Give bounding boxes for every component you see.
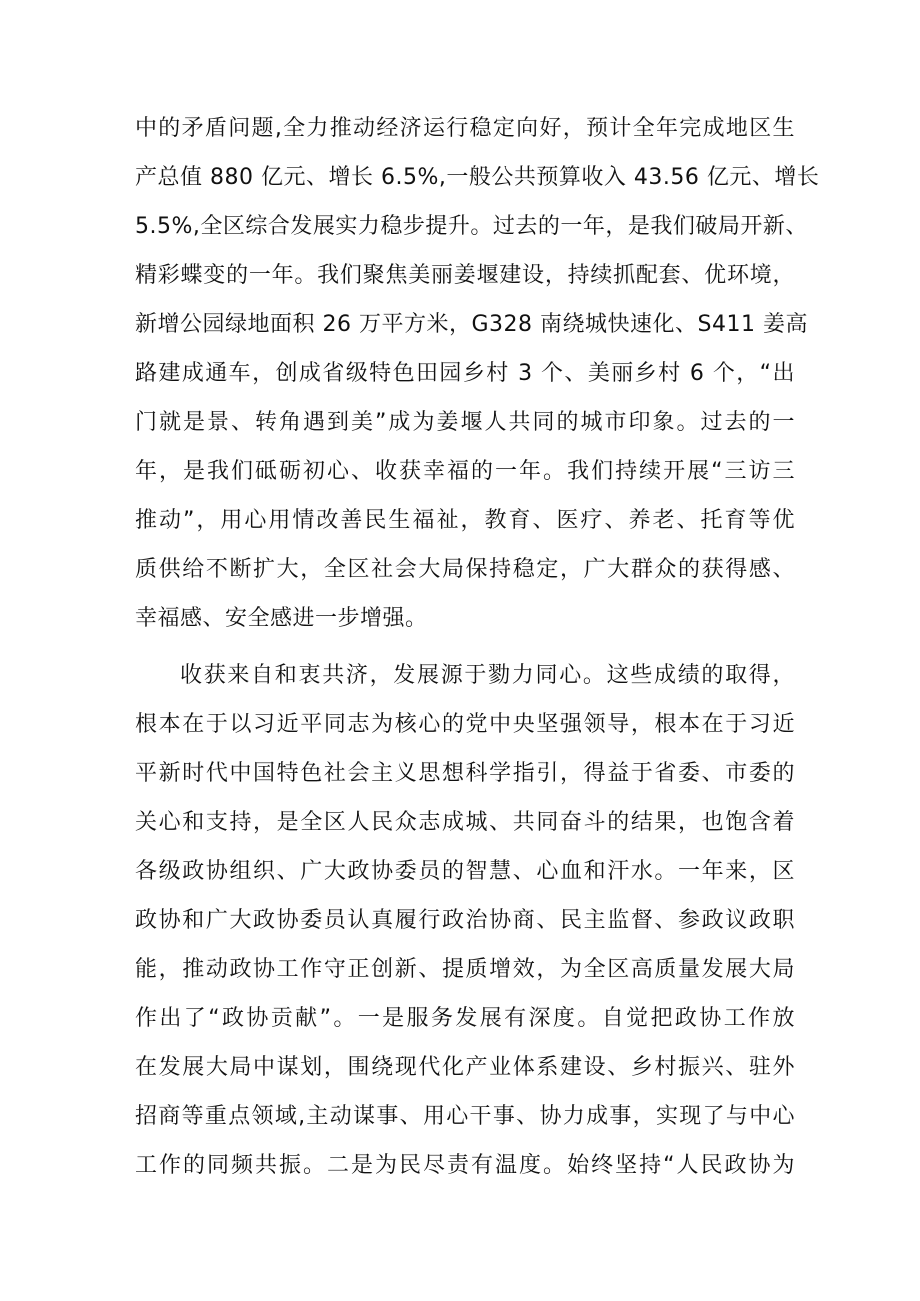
text-line: 各级政协组织、广大政协委员的智慧、心血和汗水。一年来，区 [135,859,795,884]
text-line: 根本在于以习近平同志为核心的党中央坚强领导，根本在于习近 [135,712,795,737]
text-line: 质供给不断扩大，全区社会大局保持稳定，广大群众的获得感、 [135,557,795,582]
text-line: 作出了“政协贡献”。一是服务发展有深度。自觉把政协工作放 [135,1006,795,1031]
text-line: 平新时代中国特色社会主义思想科学指引，得益于省委、市委的 [135,761,795,786]
text-line: 精彩蝶变的一年。我们聚焦美丽姜堰建设，持续抓配套、优环境， [135,263,795,288]
text-line: 5.5%,全区综合发展实力稳步提升。过去的一年，是我们破局开新、 [135,214,808,239]
text-line: 新增公园绿地面积 26 万平方米，G328 南绕城快速化、S411 姜高 [135,312,808,337]
text-line: 推动”，用心用情改善民生福祉，教育、医疗、养老、托育等优 [135,508,795,533]
text-line: 关心和支持，是全区人民众志成城、共同奋斗的结果，也饱含着 [135,810,795,835]
text-line: 收获来自和衷共济，发展源于勠力同心。这些成绩的取得， [180,663,795,688]
text-line: 路建成通车，创成省级特色田园乡村 3 个、美丽乡村 6 个，“出 [135,361,795,386]
text-line: 工作的同频共振。二是为民尽责有温度。始终坚持“人民政协为 [135,1153,795,1178]
text-line: 幸福感、安全感进一步增强。 [135,606,428,631]
text-line: 招商等重点领域,主动谋事、用心干事、协力成事，实现了与中心 [135,1104,795,1129]
text-line: 年，是我们砥砺初心、收获幸福的一年。我们持续开展“三访三 [135,459,795,484]
text-line: 政协和广大政协委员认真履行政治协商、民主监督、参政议政职 [135,908,795,933]
text-line: 中的矛盾问题,全力推动经济运行稳定向好，预计全年完成地区生 [135,116,795,141]
text-line: 在发展大局中谋划，围绕现代化产业体系建设、乡村振兴、驻外 [135,1055,795,1080]
text-line: 产总值 880 亿元、增长 6.5%,一般公共预算收入 43.56 亿元、增长 [135,165,820,190]
text-line: 能，推动政协工作守正创新、提质增效，为全区高质量发展大局 [135,957,795,982]
text-line: 门就是景、转角遇到美”成为姜堰人共同的城市印象。过去的一 [135,410,795,435]
